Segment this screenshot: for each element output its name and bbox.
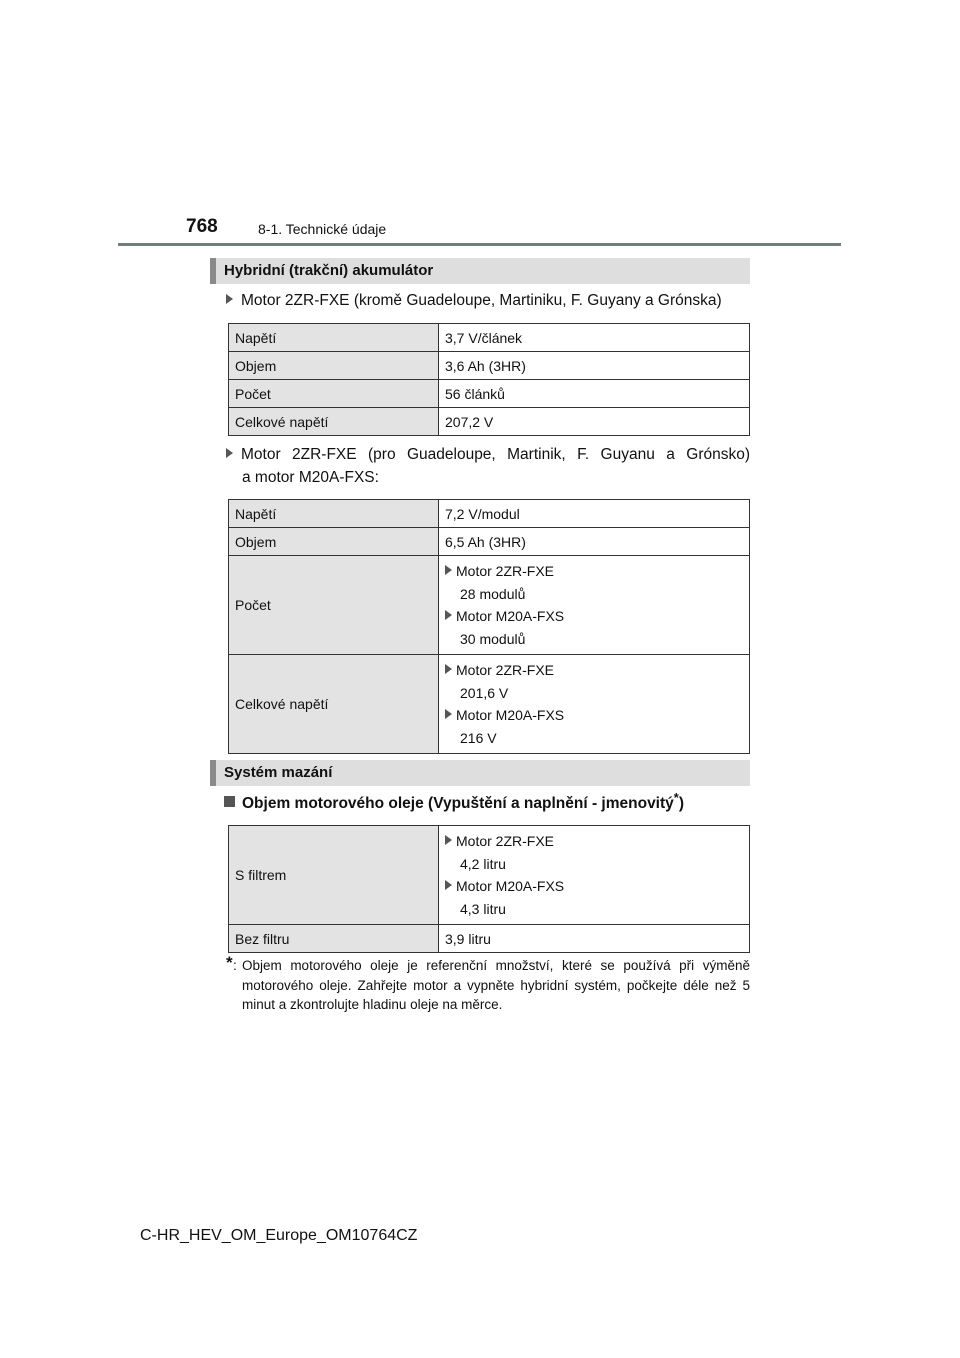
battery-bullet-1	[226, 289, 750, 312]
table-row	[229, 500, 750, 528]
variant-label: Motor M20A-FXS	[456, 878, 565, 894]
footnote-text: Objem motorového oleje je referenční množství, které se používá při výměně motorového oleje. Zahřejte motor a vypněte hybridní systém, počkejte déle než 5 minut a zkontrolujte hladinu oleje na měrce.	[242, 958, 750, 1012]
battery-bullet-2-line-1	[226, 443, 750, 466]
table-row	[229, 324, 750, 352]
triangle-bullet-icon	[226, 448, 233, 458]
lubrication-section-heading: Systém mazání	[210, 760, 750, 786]
table-row	[229, 380, 750, 408]
spec-value: 3,9 litru	[439, 925, 750, 953]
variant-value: 216 V	[460, 729, 497, 746]
variant-line	[445, 659, 743, 682]
spec-key: Napětí	[229, 324, 439, 352]
spec-key: Objem	[229, 528, 439, 556]
document-id: C-HR_HEV_OM_Europe_OM10764CZ	[140, 1227, 418, 1244]
variant-line	[445, 560, 743, 583]
variant-value: 28 modulů	[460, 585, 526, 602]
spec-key: Celkové napětí	[229, 655, 439, 754]
triangle-bullet-icon	[445, 610, 452, 620]
footnote-star: *	[673, 790, 679, 805]
variant-line	[445, 605, 743, 628]
variant-value: 4,3 litru	[460, 900, 506, 917]
spec-value	[439, 655, 750, 754]
spec-value: 56 článků	[439, 380, 750, 408]
spec-key: Bez filtru	[229, 925, 439, 953]
footnote	[226, 953, 750, 1015]
battery-spec-table-1	[228, 323, 750, 436]
footnote-mark: *	[226, 953, 233, 972]
spec-value: 207,2 V	[439, 408, 750, 436]
variant-label: Motor 2ZR-FXE	[456, 563, 555, 579]
triangle-bullet-icon	[445, 880, 452, 890]
spec-key: Objem	[229, 352, 439, 380]
table-row	[229, 352, 750, 380]
variant-line	[445, 704, 743, 727]
page-number: 768	[186, 216, 218, 237]
table-row	[229, 528, 750, 556]
variant-label: Motor M20A-FXS	[456, 608, 565, 624]
variant-value: 4,2 litru	[460, 855, 506, 872]
battery-bullet-2-text: Motor 2ZR-FXE (pro Guadeloupe, Martinik, F. Guyanu a Grónsko)	[241, 446, 750, 463]
battery-bullet-2	[226, 443, 750, 489]
variant-label: Motor M20A-FXS	[456, 707, 565, 723]
table-row	[229, 925, 750, 953]
battery-bullet-2-line-2: a motor M20A-FXS:	[242, 469, 379, 486]
spec-value: 7,2 V/modul	[439, 500, 750, 528]
variant-value: 201,6 V	[460, 684, 509, 701]
triangle-bullet-icon	[445, 664, 452, 674]
variant-label: Motor 2ZR-FXE	[456, 662, 555, 678]
spec-value: 6,5 Ah (3HR)	[439, 528, 750, 556]
triangle-bullet-icon	[226, 294, 233, 304]
footnote-colon: :	[233, 958, 237, 973]
square-bullet-icon	[224, 796, 235, 807]
triangle-bullet-icon	[445, 709, 452, 719]
spec-key: Celkové napětí	[229, 408, 439, 436]
spec-value	[439, 826, 750, 925]
triangle-bullet-icon	[445, 565, 452, 575]
variant-value: 30 modulů	[460, 630, 526, 647]
table-row	[229, 655, 750, 754]
table-row	[229, 826, 750, 925]
spec-value	[439, 556, 750, 655]
spec-key: Počet	[229, 380, 439, 408]
oil-capacity-heading	[224, 790, 684, 813]
variant-line	[445, 830, 743, 853]
triangle-bullet-icon	[445, 835, 452, 845]
battery-bullet-1-text: Motor 2ZR-FXE (kromě Guadeloupe, Martiniku, F. Guyany a Grónska)	[241, 292, 722, 309]
header-divider	[118, 243, 841, 246]
oil-capacity-table	[228, 825, 750, 953]
spec-key: Počet	[229, 556, 439, 655]
spec-key: S filtrem	[229, 826, 439, 925]
variant-label: Motor 2ZR-FXE	[456, 833, 555, 849]
table-row	[229, 556, 750, 655]
heading-close-paren: )	[678, 795, 684, 813]
oil-capacity-heading-text: Objem motorového oleje (Vypuštění a naplnění - jmenovitý	[242, 795, 674, 813]
section-title: 8-1. Technické údaje	[258, 221, 387, 237]
spec-value: 3,7 V/článek	[439, 324, 750, 352]
variant-line	[445, 875, 743, 898]
battery-spec-table-2	[228, 499, 750, 754]
spec-key: Napětí	[229, 500, 439, 528]
table-row	[229, 408, 750, 436]
battery-section-heading: Hybridní (trakční) akumulátor	[210, 258, 750, 284]
spec-value: 3,6 Ah (3HR)	[439, 352, 750, 380]
